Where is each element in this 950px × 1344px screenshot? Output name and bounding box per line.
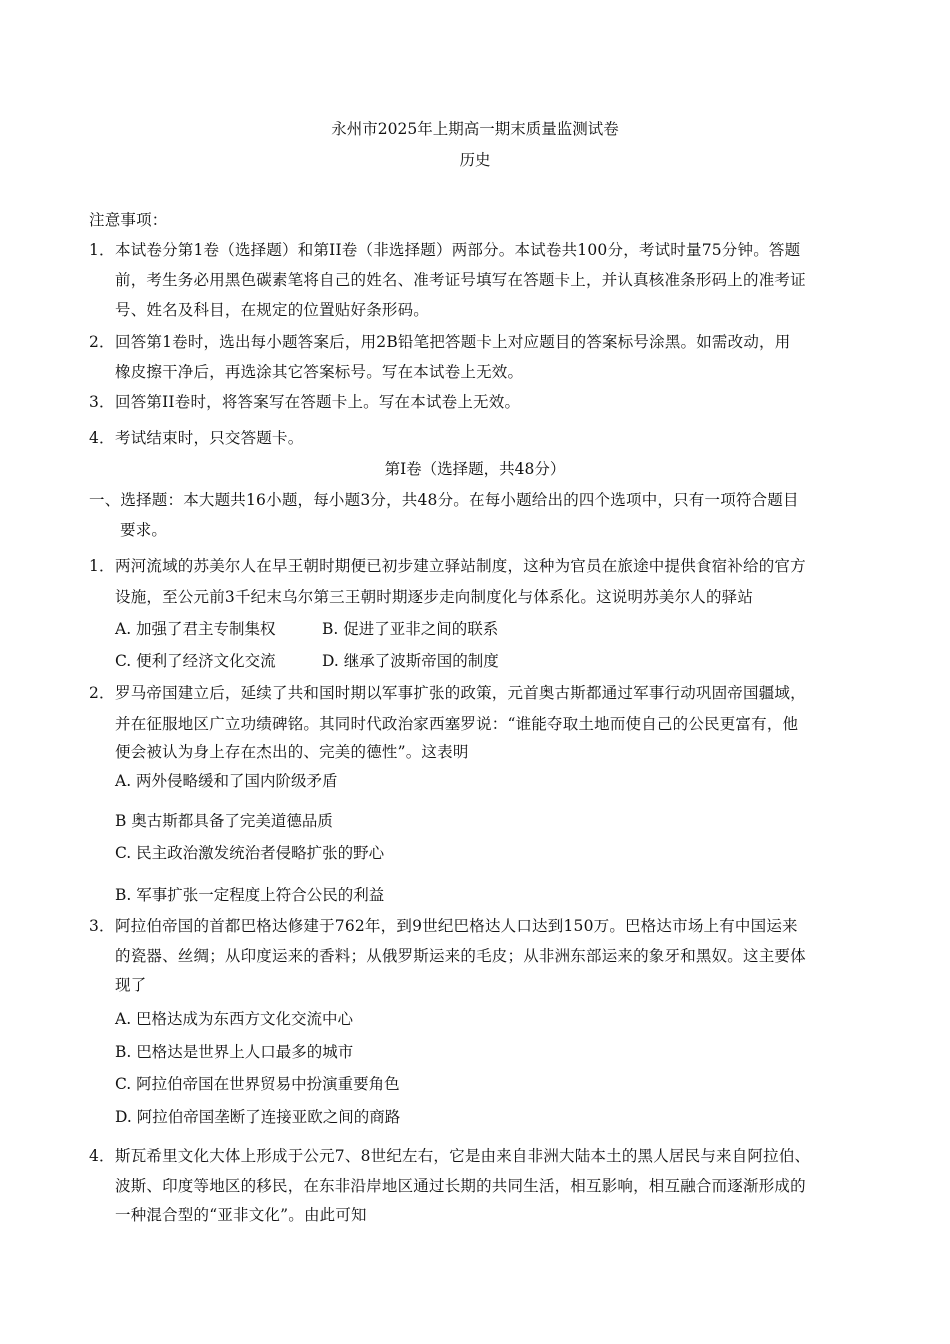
question-number: 4．: [89, 1147, 115, 1165]
notice-text: 回答第II卷时，将答案写在答题卡上。写在本试卷上无效。: [115, 393, 521, 411]
option-a: A. 巴格达成为东西方文化交流中心: [115, 1010, 354, 1028]
question-text: 斯瓦希里文化大体上形成于公元7、8世纪左右，它是由来自非洲大陆本土的黑人居民与来自阿拉伯、: [115, 1147, 811, 1165]
exam-title: 永州市2025年上期高一期末质量监测试卷: [331, 120, 619, 138]
option-b: B 奥古斯都具备了完美道德品质: [115, 812, 333, 830]
section-heading: 第I卷（选择题，共48分）: [384, 460, 566, 478]
section-instruction: 要求。: [120, 521, 168, 539]
question-number: 3．: [89, 917, 115, 935]
option-a: A. 两外侵略缓和了国内阶级矛盾: [115, 772, 338, 790]
question-number: 1．: [89, 557, 115, 575]
section-instruction: 一、选择题：本大题共16小题，每小题3分，共48分。在每小题给出的四个选项中，只有一项符合题目: [89, 491, 799, 509]
notice-number: 1．: [89, 241, 115, 259]
question-stem: [89, 914, 798, 936]
question-text: 波斯、印度等地区的移民，在东非沿岸地区通过长期的共同生活，相互影响，相互融合而逐渐形成的: [115, 1177, 806, 1195]
option-c: C. 便利了经济文化交流: [115, 652, 276, 670]
question-text: 两河流域的苏美尔人在早王朝时期便已初步建立驿站制度，这种为官员在旅途中提供食宿补给的官方: [115, 557, 806, 575]
option-b: B. 促进了亚非之间的联系: [322, 620, 499, 638]
notice-heading: 注意事项：: [89, 211, 168, 229]
question-stem: [89, 1144, 810, 1166]
notice-number: 3．: [89, 393, 115, 411]
option-d: D. 继承了波斯帝国的制度: [322, 652, 499, 670]
question-stem: [89, 554, 806, 576]
option-d: D. 阿拉伯帝国垄断了连接亚欧之间的商路: [115, 1108, 401, 1126]
question-text: 阿拉伯帝国的首都巴格达修建于762年，到9世纪巴格达人口达到150万。巴格达市场上有中国运来: [115, 917, 798, 935]
question-text: 便会被认为身上存在杰出的、完美的德性”。这表明: [115, 743, 469, 761]
notice-item: [89, 426, 303, 448]
option-c: C. 民主政治激发统治者侵略扩张的野心: [115, 844, 385, 862]
notice-text: 考试结束时，只交答题卡。: [115, 429, 304, 447]
question-text: 的瓷器、丝绸；从印度运来的香料；从俄罗斯运来的毛皮；从非洲东部运来的象牙和黑奴。这主要体: [115, 947, 806, 965]
notice-text: 前，考生务必用黑色碳素笔将自己的姓名、准考证号填写在答题卡上，并认真核准条形码上的准考证: [115, 271, 806, 289]
notice-text: 号、姓名及科目，在规定的位置贴好条形码。: [115, 301, 430, 319]
question-text: 一种混合型的“亚非文化”。由此可知: [115, 1206, 367, 1224]
notice-text: 橡皮擦干净后，再选涂其它答案标号。写在本试卷上无效。: [115, 363, 524, 381]
option-b: B. 巴格达是世界上人口最多的城市: [115, 1043, 354, 1061]
notice-text: 回答第1卷时，选出每小题答案后，用2B铅笔把答题卡上对应题目的答案标号涂黑。如需改动，用: [115, 333, 791, 351]
notice-number: 2．: [89, 333, 115, 351]
question-text: 并在征服地区广立功绩碑铭。其同时代政治家西塞罗说：“谁能夺取土地而使自己的公民更富有，他: [115, 715, 799, 733]
exam-subject: 历史: [459, 151, 491, 169]
notice-item: [89, 390, 520, 412]
notice-item: [89, 238, 800, 260]
question-text: 罗马帝国建立后，延续了共和国时期以军事扩张的政策，元首奥古斯都通过军事行动巩固帝国疆域，: [115, 684, 806, 702]
question-number: 2．: [89, 684, 115, 702]
notice-number: 4．: [89, 429, 115, 447]
notice-item: [89, 330, 790, 352]
option-a: A. 加强了君主专制集权: [115, 620, 276, 638]
option-d: B. 军事扩张一定程度上符合公民的利益: [115, 886, 385, 904]
notice-text: 本试卷分第1卷（选择题）和第II卷（非选择题）两部分。本试卷共100分，考试时量75分钟。答题: [115, 241, 801, 259]
question-stem: [89, 681, 806, 703]
question-text: 设施，至公元前3千纪末乌尔第三王朝时期逐步走向制度化与体系化。这说明苏美尔人的驿站: [115, 588, 754, 606]
question-text: 现了: [115, 976, 147, 994]
option-c: C. 阿拉伯帝国在世界贸易中扮演重要角色: [115, 1075, 400, 1093]
